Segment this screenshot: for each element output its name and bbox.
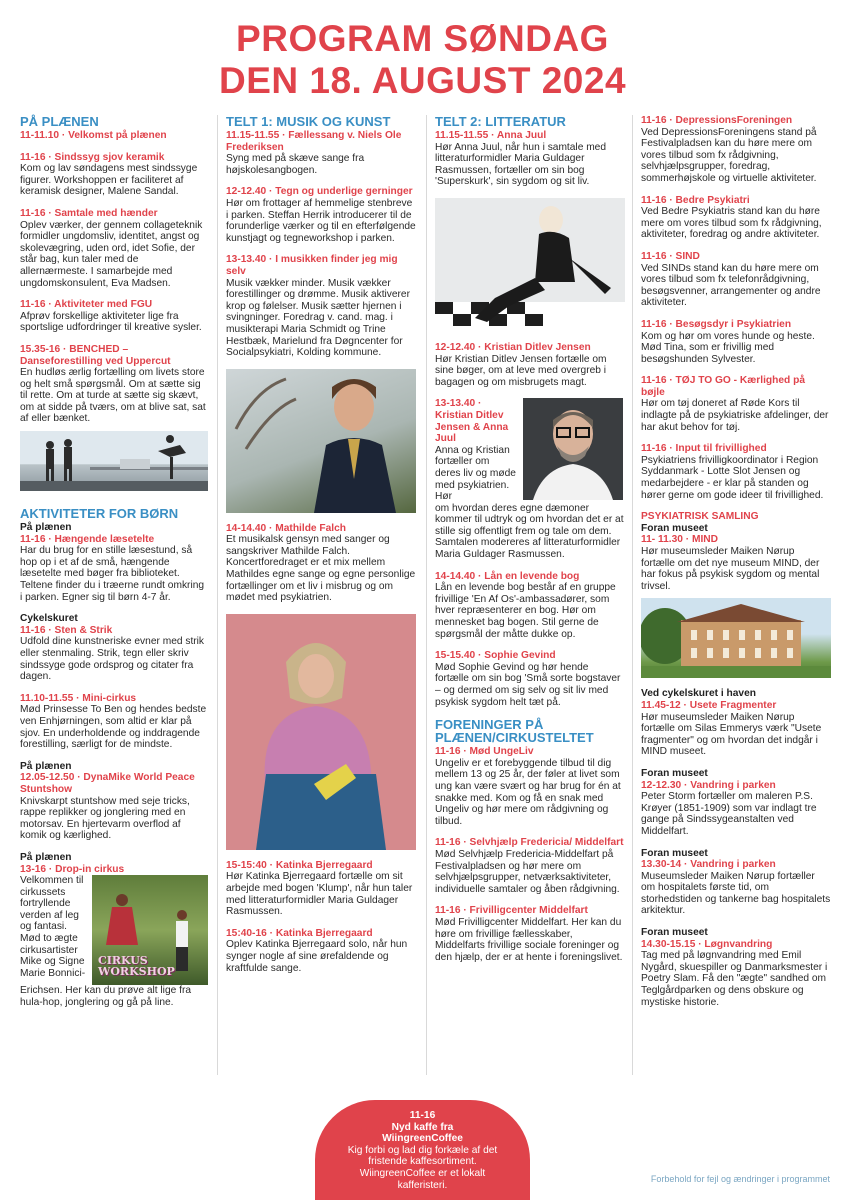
event-item <box>435 398 625 560</box>
event-item <box>641 511 831 592</box>
event-item <box>641 319 831 365</box>
event-text: Ved DepressionsForeningens stand på Festivalpladsen kan du høre mere om vores tilbud som fx rådgivning, selvhjælpsgrupper, foredrag, sommerhøjskole og virtuelle aktiviteter. <box>641 126 817 184</box>
event-item <box>641 115 831 185</box>
event-text: Kom og lav søndagens mest sindssyge figurer. Workshoppen er faciliteret af keramisk designer, Malene Sandal. <box>20 163 198 198</box>
event-heading: 11-16 · SIND <box>641 250 700 262</box>
column-pa-plaenen <box>20 115 208 1018</box>
event-item <box>226 860 416 918</box>
event-text: Erichsen. Her kan du prøve alt lige fra hula-hop, jonglering og gå på line. <box>20 985 191 1008</box>
event-heading: 11-16 · DepressionsForeningen <box>641 115 793 126</box>
event-item <box>435 342 625 388</box>
event-heading: 11-16 · Bedre Psykiatri <box>641 194 750 206</box>
event-text: Knivskarpt stuntshow med seje tricks, rappe replikker og jonglering med en motorsav. En hjertevarm overflod af komik og kærlighed. <box>20 795 190 842</box>
event-text: Mød Prinsesse To Ben og hendes bedste ven Enhjørningen, som altid er klar på sjov. En underholdende og inddragende forestilling, særligt for de mindste. <box>20 704 207 751</box>
event-item <box>641 195 831 241</box>
building-illustration <box>641 598 831 678</box>
event-heading: 11- 11.30 · MIND <box>641 534 719 546</box>
column-divider <box>426 115 427 1075</box>
event-location: På plænen <box>20 760 72 772</box>
event-location: På plænen <box>20 522 72 534</box>
event-text: Kom og hør om vores hunde og heste. Mød Tina, som er frivillig med besøgshunden Sylvester. <box>641 330 815 365</box>
event-heading: 14-14.40 · Mathilde Falch <box>226 522 347 534</box>
event-heading: 15-15.40 · Sophie Gevind <box>435 650 556 662</box>
kristian-ditlev-jensen-photo <box>523 398 623 500</box>
event-text: Hør museumsleder Maiken Nørup fortælle om det nye museum MIND, der har fokus på psykisk sygdom og mental trivsel. <box>641 546 820 592</box>
event-item <box>20 152 208 198</box>
event-text: Mød Selvhjælp Fredericia-Middelfart på Festivalpladsen og hør mere om selvhjælpsgrupper, netværksaktiviteter, individuelle samtaler og åben rådgivning. <box>435 848 620 895</box>
column-divider <box>217 115 218 1075</box>
event-item <box>641 848 831 918</box>
column-telt-1 <box>226 115 416 984</box>
event-location: På plænen <box>20 851 72 863</box>
event-location: Foran museet <box>641 767 708 779</box>
event-heading: 13-13.40 · Kristian Ditlev Jensen & Anna Juul <box>435 398 509 445</box>
event-heading: 11-16 · Mød UngeLiv <box>435 746 534 758</box>
event-heading: 11-16 · Samtale med hænder <box>20 207 158 219</box>
event-location: Foran museet <box>641 522 708 534</box>
coffee-title-line-1: Nyd kaffe fra <box>391 1121 454 1133</box>
event-text: Afprøv forskellige aktiviteter lige fra sportslige udfordringer til kreative sysler. <box>20 310 202 334</box>
event-heading: 11.15-11.55 · Anna Juul <box>435 130 547 141</box>
event-location: Foran museet <box>641 847 708 859</box>
section-heading: TELT 2: LITTERATUR <box>435 114 566 129</box>
event-heading: 11-16 · Selvhjælp Fredericia/ Middelfart <box>435 837 624 849</box>
section-heading: FORENINGER PÅ PLÆNEN/CIRKUSTELTET <box>435 717 594 746</box>
event-item <box>435 130 625 188</box>
event-heading: 11-16 · Frivilligcenter Middelfart <box>435 905 588 917</box>
dancers-illustration <box>20 431 208 491</box>
event-item <box>20 761 208 842</box>
event-item <box>20 693 208 751</box>
event-item <box>20 344 208 425</box>
event-item <box>435 746 625 827</box>
event-heading: 11.15-11.55 · Fællessang v. Niels Ole Frederiksen <box>226 130 402 153</box>
coffee-callout <box>315 1100 530 1200</box>
event-heading: 12.05-12.50 · DynaMike World Peace Stuntshow <box>20 772 195 795</box>
event-item <box>641 251 831 309</box>
event-heading: 12-12.30 · Vandring i parken <box>641 779 776 791</box>
event-heading: 11.10-11.55 · Mini-cirkus <box>20 692 137 704</box>
event-heading: 11.45-12 · Usete Fragmenter <box>641 699 777 711</box>
event-text: Oplev Katinka Bjerregaard solo, når hun synger nogle af sine ørefaldende og kraftfulde sange. <box>226 939 408 974</box>
event-item <box>20 299 208 334</box>
event-item <box>20 208 208 289</box>
event-text: Ungeliv er et forebyggende tilbud til dig mellem 13 og 25 år, der føler at livet som ung kan være svært og har brug for én at snakke med. Kom og få en snak med Ungeliv og hør mere om rådgivning og tilbud. <box>435 757 621 827</box>
event-heading: 11-16 · Input til frivillighed <box>641 443 767 455</box>
event-text: Har du brug for en stille læsestund, så hop op i et af de små, hængende læsetelte med bøger fra biblioteket. Teltene finder du i træerne rundt omkring i parken. Egner sig til børn 4-7 år. <box>20 545 205 603</box>
event-item <box>641 375 831 433</box>
event-text: Hør museumsleder Maiken Nørup fortælle om Silas Emmerys værk "Usete fragmenter" og om hvordan det indgår i MIND museet. <box>641 711 822 758</box>
column-telt-2 <box>435 115 625 973</box>
portrait-illustration <box>226 369 416 513</box>
section-heading: AKTIVITETER FOR BØRN <box>20 506 179 522</box>
anna-juul-photo <box>435 198 625 332</box>
event-text: Lån en levende bog består af en gruppe frivillige 'En Af Os'-ambassadører, som hver repræsenterer en bog. Hør om mennesket bag bogen. Stil gerne de spørgsmål der måtte dukke op. <box>435 582 616 640</box>
section-heading: TELT 1: MUSIK OG KUNST <box>226 114 391 129</box>
event-heading: 11-16 · Sten & Strik <box>20 624 113 636</box>
event-text: Hør om frottager af hemmelige stenbreve i parken. Steffan Herrik introducerer til de forunderlige værker og til en efterfølgende kunstjagt og tegneworkshop i parken. <box>226 197 416 244</box>
event-item <box>226 928 416 974</box>
event-text: Et musikalsk gensyn med sanger og sangskriver Mathilde Falch. Koncertforedraget er et mix mellem Mathildes egne sange og egne personlige fortællinger om et liv i misbrug og om mødet med psykiatrien. <box>226 534 416 604</box>
museum-building-photo <box>641 598 831 678</box>
column-foreninger <box>641 115 831 1018</box>
column-divider <box>632 115 633 1075</box>
event-heading: 15-15:40 · Katinka Bjerregaard <box>226 859 373 871</box>
event-item <box>435 905 625 963</box>
event-location: Cykelskuret <box>20 613 78 625</box>
event-text: Peter Storm fortæller om maleren P.S. Krøyer (1851-1909) som var indlagt tre gange på Sindssygeanstalten ved Middelfart. <box>641 791 817 837</box>
event-text: Velkommen til cirkussets fortryllende verden af leg og fantasi. Mød to ægte cirkusartister Mike og Signe Marie Bonnici- <box>20 875 86 979</box>
dance-photo <box>20 431 208 491</box>
mathilde-falch-photo <box>226 369 416 513</box>
portrait-illustration <box>523 398 623 500</box>
event-heading: 12-12.40 · Kristian Ditlev Jensen <box>435 341 591 353</box>
event-heading: 15:40-16 · Katinka Bjerregaard <box>226 927 373 939</box>
event-item <box>641 443 831 501</box>
event-text: Anna og Kristian fortæller om deres liv og møde med psykiatrien. Hør <box>435 444 516 503</box>
event-heading: 14-14.40 · Lån en levende bog <box>435 570 580 582</box>
event-item <box>226 186 416 244</box>
event-location: Ved cykelskuret i haven <box>641 688 756 700</box>
event-heading: 13-16 · Drop-in cirkus <box>20 863 125 875</box>
event-item <box>641 768 831 838</box>
event-heading: 11-16 · Sindssyg sjov keramik <box>20 151 165 163</box>
event-item <box>226 523 416 604</box>
event-item <box>226 130 416 176</box>
coffee-time: 11-16 <box>409 1110 436 1121</box>
event-heading: 14.30-15.15 · Løgnvandring <box>641 938 773 950</box>
event-item <box>641 927 831 1008</box>
event-item <box>226 254 416 358</box>
footer-disclaimer: Forbehold for fejl og ændringer i programmet <box>650 1174 830 1184</box>
event-heading: 15.35-16 · BENCHED – Danseforestilling ved Uppercut <box>20 343 171 367</box>
portrait-illustration <box>226 614 416 850</box>
event-item <box>641 688 831 758</box>
katinka-bjerregaard-photo <box>226 614 416 850</box>
circus-photo <box>92 875 208 985</box>
event-text: Ved SINDs stand kan du høre mere om vores tilbud som fx telefonrådgivning, besøgsvenner, arrangementer og andre aktiviteter. <box>641 262 821 309</box>
event-item <box>435 837 625 895</box>
event-item <box>435 650 625 708</box>
event-text: Mød Frivilligcenter Middelfart. Her kan du høre om frivillige fællesskaber, Middelfarts frivillige sociale foreninger og den hjælp, der er at hente i foreningslivet. <box>435 916 623 963</box>
event-heading: 11-16 · Aktiviteter med FGU <box>20 299 153 311</box>
title-line-1: PROGRAM SØNDAG <box>236 18 609 59</box>
portrait-illustration <box>435 198 625 332</box>
event-text: Oplev værker, der gennem collageteknik formidler ungdomsliv, identitet, angst og skolevægring, uden ord, idet Sofie, der står bag, kun taler med de allernærmeste. I samarbejde med ungdomskonsulent, Eva Madsen. <box>20 219 203 289</box>
event-text: Museumsleder Maiken Nørup fortæller om hospitalets første tid, om storhedstiden og tankerne bag hospitalets arkitektur. <box>641 870 831 917</box>
event-item <box>20 130 208 142</box>
event-text: Musik vækker minder. Musik vækker forestillinger og drømme. Musik aktiverer krop og følelser. Musik sætter hjernen i svingninger. Foredrag v. cand. mag. i musikterapi Maria Schmidt og Trine Hestbæk, Marielund fra Døgncenter for Socialpsykiatri, Kolding kommune. <box>226 277 410 359</box>
event-text: Udfold dine kunstneriske evner med strik eller stenmaling. Strik, tegn eller skriv sindssyge gode ordsprog og citater fra dagen. <box>20 636 205 683</box>
coffee-text: Kig forbi og lad dig forkæle af det fristende kaffesortiment. WiingreenCoffee er et lokalt kafferisteri. <box>347 1144 498 1191</box>
event-item <box>435 571 625 641</box>
event-text: Hør Anna Juul, når hun i samtale med litteraturformidler Maria Guldager Rasmussen, fortæller om sin bog 'Superskurk', sin sygdom og sit liv. <box>435 141 607 188</box>
event-heading: 11-11.10 · Velkomst på plænen <box>20 130 167 141</box>
event-location: Foran museet <box>641 927 708 939</box>
event-item <box>20 522 208 603</box>
event-heading: 11-16 · TØJ TO GO - Kærlighed på bøjle <box>641 375 805 398</box>
event-text: Mød Sophie Gevind og hør hende fortælle om sin bog 'Små sorte bogstaver – og dermed om sig selv og sit liv med psykisk sygdom helt tæt på. <box>435 661 621 708</box>
event-heading: 13-13.40 · I musikken finder jeg mig selv <box>226 254 398 277</box>
event-text: En hudløs ærlig fortælling om livets store og helt små spørgsmål. Om at sætte sig til rette. Om at turde at sætte sig skævt, om at sidde på tværs, om at blive sat, sat af eller bænket. <box>20 367 206 425</box>
title-line-2: DEN 18. AUGUST 2024 <box>218 60 627 101</box>
event-text: Hør Katinka Bjerregaard fortælle om sit arbejde med bogen 'Klump', når hun taler med litteraturformidler Maria Guldager Rasmussen. <box>226 871 413 918</box>
section-heading: PÅ PLÆNEN <box>20 114 99 129</box>
event-text: Hør om tøj doneret af Røde Kors til indlagte på de psykiatriske afdelinger, der har akut behov for tøj. <box>641 398 829 433</box>
event-text: Hør Kristian Ditlev Jensen fortælle om sine bøger, om at leve med overgreb i bagagen og om misbrugets magt. <box>435 353 607 388</box>
event-item <box>20 613 208 683</box>
circus-workshop-badge: CIRKUS WORKSHOP <box>98 954 175 979</box>
page-title <box>0 18 845 102</box>
coffee-title-line-2: WiingreenCoffee <box>382 1133 463 1145</box>
event-text: Ved Bedre Psykiatris stand kan du høre mere om vores tilbud som fx rådgivning, aktiviteter, foredrag og andre aktiviteter. <box>641 206 822 241</box>
event-heading: 11-16 · Hængende læsetelte <box>20 533 155 545</box>
event-text: Tag med på løgnvandring med Emil Nygård, skuespiller og Danmarksmester i Poetry Slam. Få den "ægte" sandhed om Teglgårdparken og dens obskure og mystiske historie. <box>641 950 828 1008</box>
section-heading: PSYKIATRISK SAMLING <box>641 511 759 523</box>
event-heading: 13.30-14 · Vandring i parken <box>641 859 776 871</box>
event-text: Syng med på skæve sange fra højskolesangbogen. <box>226 153 365 176</box>
event-heading: 12-12.40 · Tegn og underlige gerninger <box>226 186 413 198</box>
event-text: Psykiatriens frivilligkoordinator i Region Syddanmark - Lotte Slot Jensen og medarbejdere - er klar på standen og hører gerne om gode ideer til frivillighed. <box>641 454 824 501</box>
event-text: om hvordan deres egne dæmoner kommer til udtryk og om hvordan det er at stille sig offentligt frem og tale om dem. Samtalen modereres af litteraturformidler Maria Guldager Rasmussen. <box>435 502 624 561</box>
event-heading: 11-16 · Besøgsdyr i Psykiatrien <box>641 318 792 330</box>
event-item <box>20 852 208 1008</box>
